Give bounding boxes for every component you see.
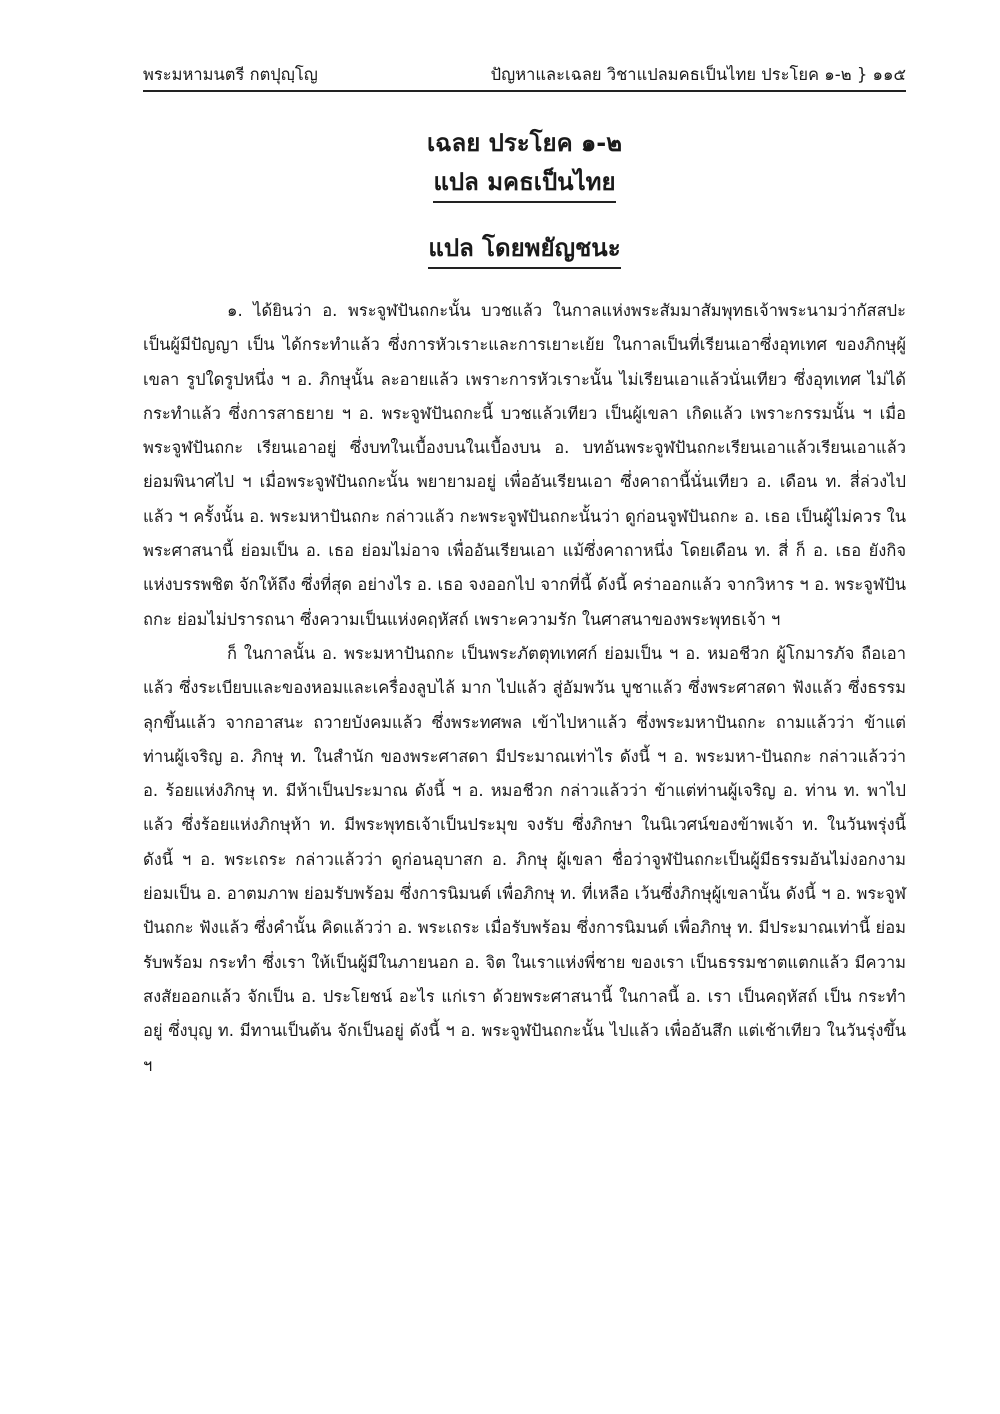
translation-body	[143, 294, 906, 1083]
answer-heading: เฉลย ประโยค ๑-๒	[426, 129, 623, 157]
header-author: พระมหามนตรี กตปุญฺโญ	[143, 65, 318, 84]
header-book-title-page-number: ปัญหาและเฉลย วิชาแปลมคธเป็นไทย ประโยค ๑-๒ } ๑๑๕	[490, 65, 906, 84]
paragraph-1: ๑. ได้ยินว่า อ. พระจูฬปันถกะนั้น บวชแล้ว ในกาลแห่งพระสัมมาสัมพุทธเจ้าพระนามว่ากัสสปะ เป็นผู้มีปัญญา เป็น ได้กระทำแล้ว ซึ่งการหัวเราะและการเยาะเย้ย ในกาลเป็นที่เรียนเอาซึ่งอุทเทศ ของภิกษุผู้เขลา รูปใดรูปหนึ่ง ฯ อ. ภิกษุนั้น ละอายแล้ว เพราะการหัวเราะนั้น ไม่เรียนเอาแล้วนั่นเทียว ซึ่งอุทเทศ ไม่ได้กระทำแล้ว ซึ่งการสาธยาย ฯ อ. พระจูฬปันถกะนี้ บวชแล้วเทียว เป็นผู้เขลา เกิดแล้ว เพราะกรรมนั้น ฯ เมื่อพระจูฬปันถกะ เรียนเอาอยู่ ซึ่งบทในเบื้องบนในเบื้องบน อ. บทอันพระจูฬปันถกะเรียนเอาแล้วเรียนเอาแล้ว ย่อมพินาศไป ฯ เมื่อพระจูฬปันถกะนั้น พยายามอยู่ เพื่ออันเรียนเอา ซึ่งคาถานี้นั่นเทียว อ. เดือน ท. สี่ล่วงไปแล้ว ฯ ครั้งนั้น อ. พระมหาปันถกะ กล่าวแล้ว กะพระจูฬปันถกะนั้นว่า ดูก่อนจูฬปันถกะ อ. เธอ เป็นผู้ไม่ควร ในพระศาสนานี้ ย่อมเป็น อ. เธอ ย่อมไม่อาจ เพื่ออันเรียนเอา แม้ซึ่งคาถาหนึ่ง โดยเดือน ท. สี่ ก็ อ. เธอ ยังกิจแห่งบรรพชิต จักให้ถึง ซึ่งที่สุด อย่างไร อ. เธอ จงออกไป จากที่นี้ ดังนี้ คร่าออกแล้ว จากวิหาร ฯ อ. พระจูฬปันถกะ ย่อมไม่ปรารถนา ซึ่งความเป็นแห่งคฤหัสถ์ เพราะความรัก ในศาสนาของพระพุทธเจ้า ฯ	[143, 301, 906, 629]
subject-heading: แปล มคธเป็นไทย	[143, 165, 906, 203]
title-block	[143, 120, 906, 269]
method-heading: แปล โดยพยัญชนะ	[143, 231, 906, 269]
paragraph-2: ก็ ในกาลนั้น อ. พระมหาปันถกะ เป็นพระภัตตุทเทศก์ ย่อมเป็น ฯ อ. หมอชีวก ผู้โกมารภัจ ถือเอาแล้ว ซึ่งระเบียบและของหอมและเครื่องลูบไล้ มาก ไปแล้ว สู่อัมพวัน บูชาแล้ว ซึ่งพระศาสดา ฟังแล้ว ซึ่งธรรม ลุกขึ้นแล้ว จากอาสนะ ถวายบังคมแล้ว ซึ่งพระทศพล เข้าไปหาแล้ว ซึ่งพระมหาปันถกะ ถามแล้วว่า ข้าแต่ท่านผู้เจริญ อ. ภิกษุ ท. ในสำนัก ของพระศาสดา มีประมาณเท่าไร ดังนี้ ฯ อ. พระมหา-ปันถกะ กล่าวแล้วว่า อ. ร้อยแห่งภิกษุ ท. มีห้าเป็นประมาณ ดังนี้ ฯ อ. หมอชีวก กล่าวแล้วว่า ข้าแต่ท่านผู้เจริญ อ. ท่าน ท. พาไปแล้ว ซึ่งร้อยแห่งภิกษุห้า ท. มีพระพุทธเจ้าเป็นประมุข จงรับ ซึ่งภิกษา ในนิเวศน์ของข้าพเจ้า ท. ในวันพรุ่งนี้ ดังนี้ ฯ อ. พระเถระ กล่าวแล้วว่า ดูก่อนอุบาสก อ. ภิกษุ ผู้เขลา ชื่อว่าจูฬปันถกะเป็นผู้มีธรรมอันไม่งอกงาม ย่อมเป็น อ. อาตมภาพ ย่อมรับพร้อม ซึ่งการนิมนต์ เพื่อภิกษุ ท. ที่เหลือ เว้นซึ่งภิกษุผู้เขลานั้น ดังนี้ ฯ อ. พระจูฬปันถกะ ฟังแล้ว ซึ่งคำนั้น คิดแล้วว่า อ. พระเถระ เมื่อรับพร้อม ซึ่งการนิมนต์ เพื่อภิกษุ ท. มีประมาณเท่านี้ ย่อมรับพร้อม กระทำ ซึ่งเรา ให้เป็นผู้มีในภายนอก อ. จิต ในเราแห่งพี่ชาย ของเรา เป็นธรรมชาตแตกแล้ว มีความสงสัยออกแล้ว จักเป็น อ. ประโยชน์ อะไร แก่เรา ด้วยพระศาสนานี้ ในกาลนี้ อ. เรา เป็นคฤหัสถ์ เป็น กระทำอยู่ ซึ่งบุญ ท. มีทานเป็นต้น จักเป็นอยู่ ดังนี้ ฯ อ. พระจูฬปันถกะนั้น ไปแล้ว เพื่ออันสึก แต่เช้าเทียว ในวันรุ่งขึ้น ฯ	[143, 643, 906, 1075]
running-header	[143, 62, 906, 92]
